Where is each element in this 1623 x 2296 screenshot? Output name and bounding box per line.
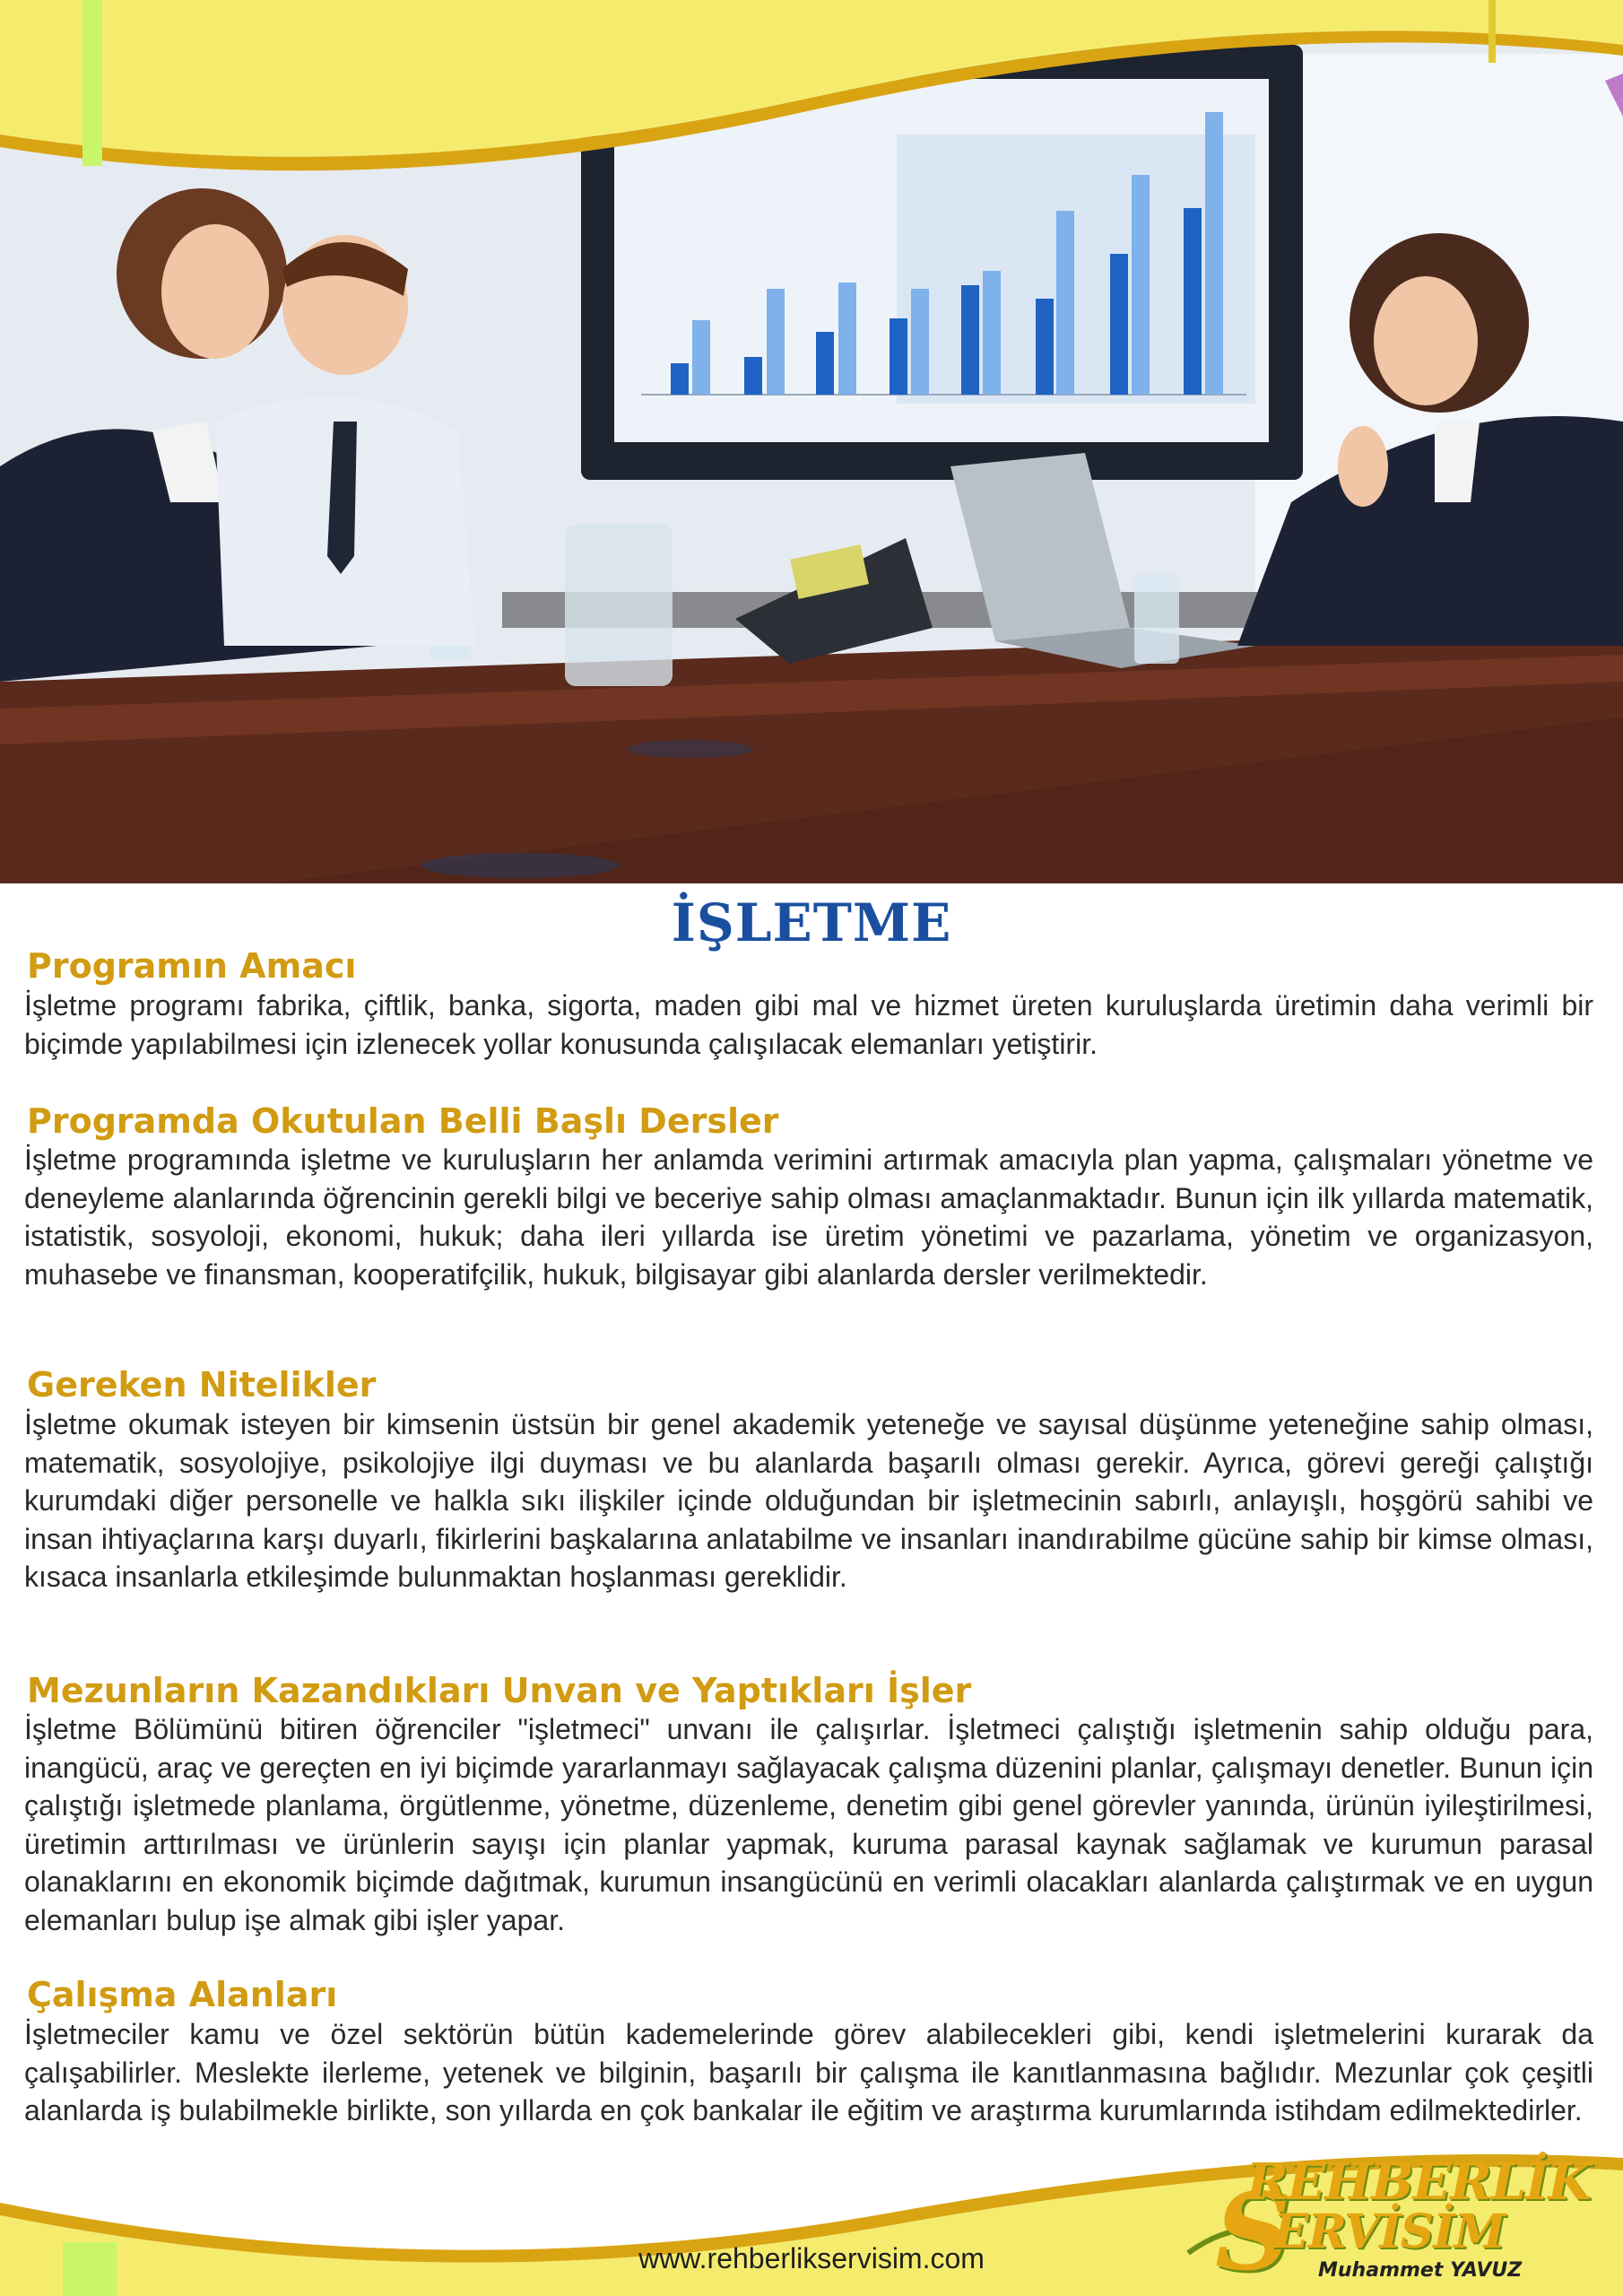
section-body-qualifications: İşletme okumak isteyen bir kimsenin üstsün bir genel akademik yeteneğe ve sayısal düşünme yeteneğine sahip olması, matematik, sosyolojiye, psikolojiye ilgi duyması ve bu alanlarda başarılı olması gerekir. Ayrıca, görevi gereği çalıştığı kurumdaki diğer personelle ve halkla sıkı ilişkiler içinde olduğundan bir işletmecinin sabırlı, anlayışlı, hoşgörü sahibi ve insan ihtiyaçlarına karşı duyarlı, fikirlerini başkalarına anlatabilme ve insanları inandırabilme gücüne sahip bir kimse olması, kısaca insanlarla etkileşimde bulunmaktan hoşlanması gereklidir. [24, 1408, 1593, 1593]
section-heading-qualifications: Gereken Nitelikler [27, 1365, 377, 1405]
top-decorative-band [0, 0, 1623, 215]
section-heading-courses: Programda Okutulan Belli Başlı Dersler [27, 1101, 779, 1141]
page-title: İŞLETME [671, 892, 952, 953]
brand-logo [1184, 2145, 1591, 2294]
logo-line1: REHBERLİK [1246, 2152, 1591, 2212]
section-heading-graduates: Mezunların Kazandıkları Unvan ve Yaptıkları İşler [27, 1671, 972, 1710]
section-body-graduates: İşletme Bölümünü bitiren öğrenciler "işletmeci" unvanı ile çalışırlar. İşletmeci çalıştığı işletmenin sahip olduğu para, inangücü, araç ve gereçten en iyi biçimde yararlanmayı sağlayacak çalışma düzenini planlar, çalışmayı denetler. Bunun için çalıştığı işletmede planlama, örgütlenme, yönetme, düzenleme, denetim gibi genel görevler yanında, ürünün iyileştirilmesi, üretimin arttırılması ve ürünlerin sayışı için planlar yapmak, kuruma parasal kaynak sağlamak ve kurumun parasal olanaklarını en ekonomik biçimde dağıtmak, kurumun insangücünü en verimli olacakları alanlarda çalıştırmak ve en uygun elemanları bulup işe almak gibi işler yapar. [24, 1713, 1593, 1936]
logo-line2: ERVİSİM [1273, 2205, 1506, 2259]
section-heading-work-areas: Çalışma Alanları [27, 1975, 338, 2014]
section-body-program-goal: İşletme programı fabrika, çiftlik, banka, sigorta, maden gibi mal ve hizmet üreten kuruluşlarda üretimin daha verimli bir biçimde yapılabilmesi için izlenecek yollar konusunda çalışılacak elemanları yetiştirir. [24, 989, 1593, 1060]
section-body-courses: İşletme programında işletme ve kuruluşların her anlamda verimini artırmak amacıyla plan yapma, çalışmaları yönetme ve deneyleme alanlarında öğrencinin gerekli bilgi ve beceriye sahip olması amaçlanmaktadır. Bunun için ilk yıllarda matematik, istatistik, sosyoloji, ekonomi, hukuk; daha ileri yıllarda ise üretim yönetimi ve pazarlama, yönetim ve organizasyon, muhasebe ve finansman, kooperatifçilik, hukuk, bilgisayar gibi alanlarda dersler verilmektedir. [24, 1144, 1593, 1291]
logo-letter: S [1215, 2170, 1292, 2294]
water-pitcher [565, 525, 673, 686]
logo-author: Muhammet YAVUZ [1318, 2259, 1523, 2282]
section-heading-program-goal: Programın Amacı [27, 946, 357, 986]
section-body-work-areas: İşletmeciler kamu ve özel sektörün bütün kademelerinde görev alabilecekleri gibi, kendi işletmelerini kurarak da çalışabilirler. Meslekte ilerleme, yetenek ve bilginin, başarılı bir çalışma ile kanıtlanmasına bağlıdır. Mezunlar çok çeşitli alanlarda iş bulabilmekle birlikte, son yıllarda en çok bankalar ile eğitim ve araştırma kurumlarında istihdam edilmektedirler. [24, 2018, 1593, 2126]
website-link[interactable]: www.rehberlikservisim.com [638, 2242, 985, 2274]
